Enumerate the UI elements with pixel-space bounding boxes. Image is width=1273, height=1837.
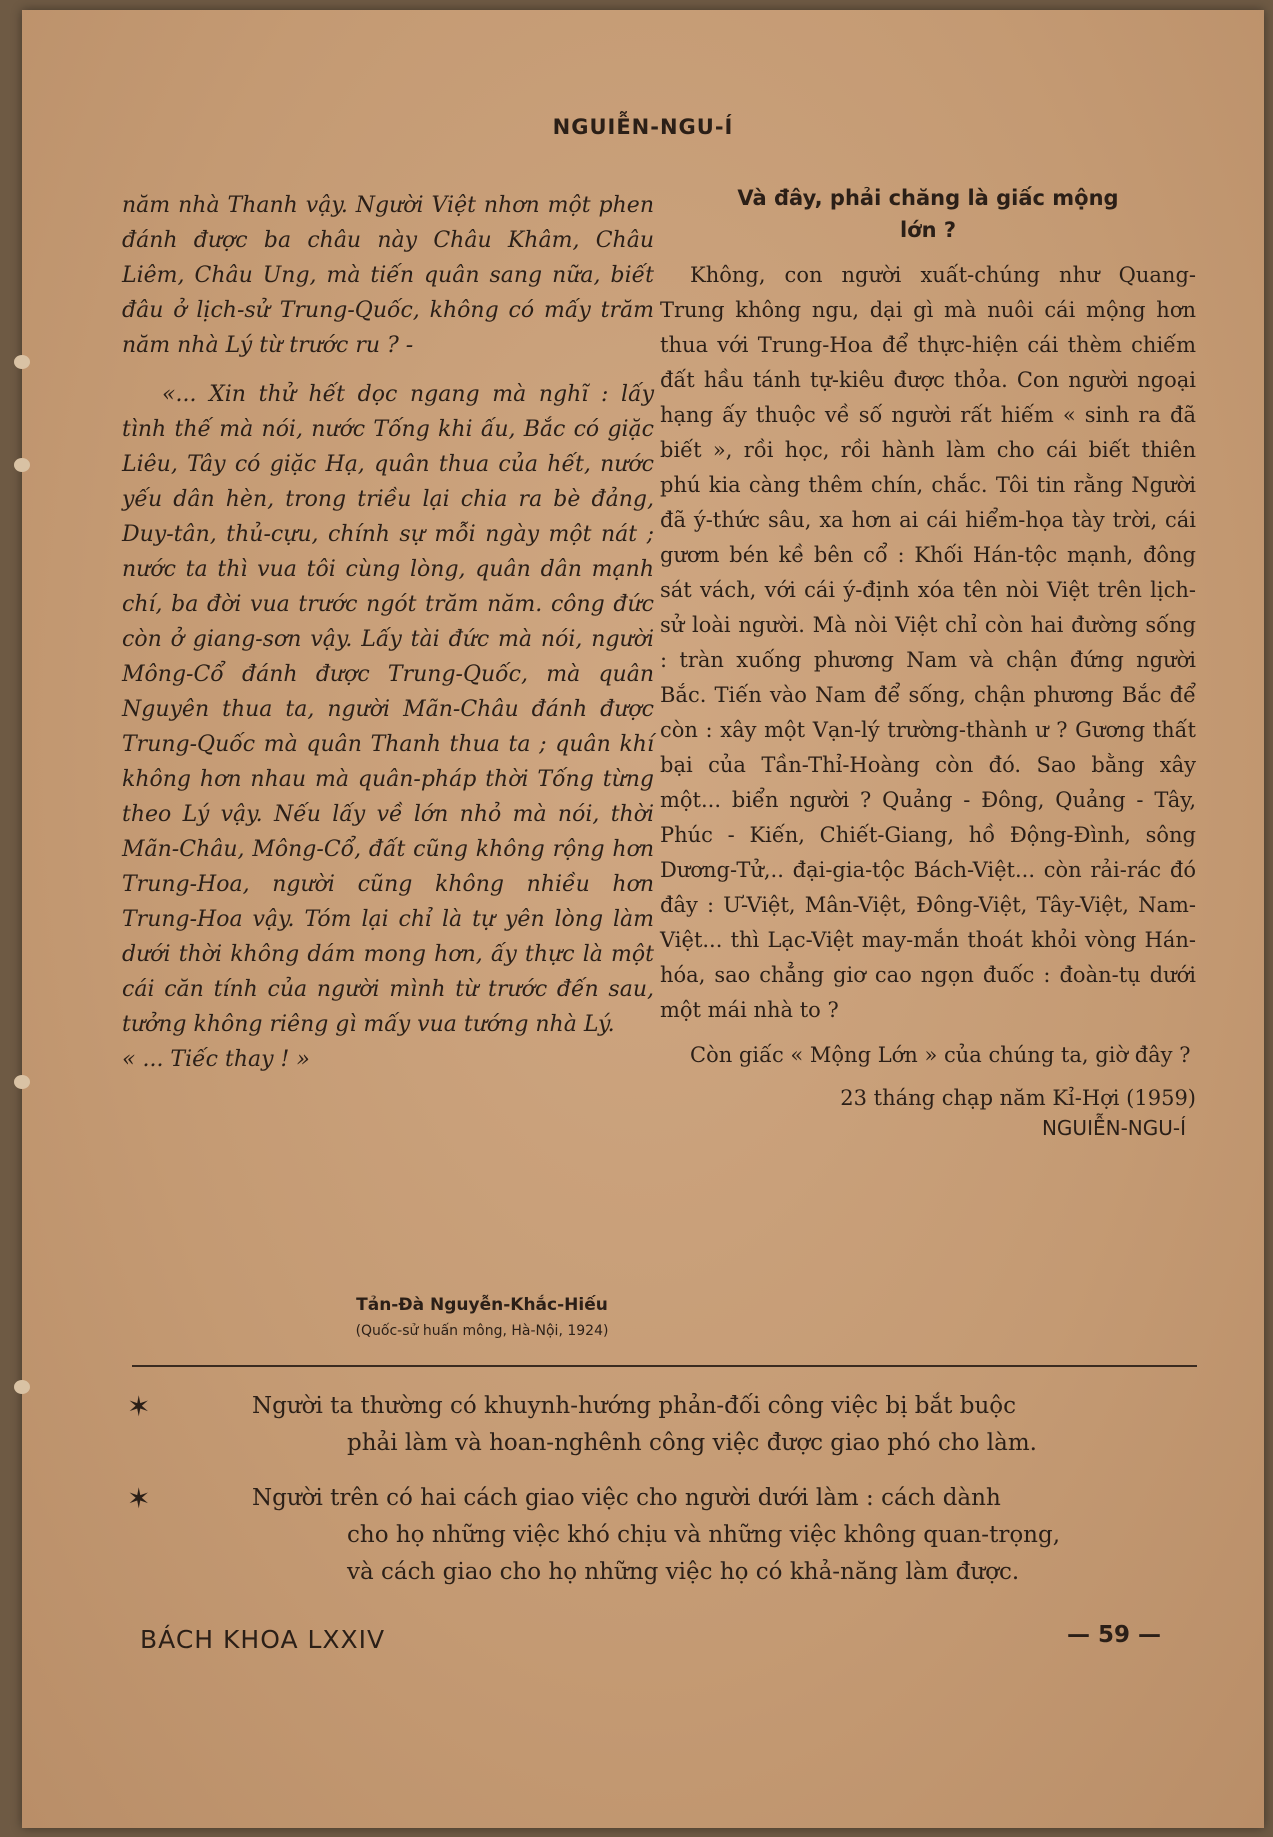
- binding-mark: [14, 355, 30, 369]
- maxim-text: [252, 1388, 1197, 1462]
- paragraph: Không, con người xuất-chúng như Quang-Trung không ngu, dại gì mà nuôi cái mộng hơn thua với Trung-Hoa để thực-hiện cái thèm chiếm đất hầu tánh tự-kiêu được thỏa. Con người ngoại hạng ấy thuộc về số người rất hiếm « sinh ra đã biết », rồi học, rồi hành làm cho cái biết thiên phú kia càng thêm chín, chắc. Tôi tin rằng Người đã ý-thức sâu, xa hơn ai cái hiểm-họa tày trời, cái gươm bén kề bên cổ : Khối Hán-tộc mạnh, đông sát vách, với cái ý-định xóa tên nòi Việt trên lịch-sử loài người. Mà nòi Việt chỉ còn hai đường sống : tràn xuống phương Nam và chận đứng người Bắc. Tiến vào Nam để sống, chận phương Bắc để còn : xây một Vạn-lý trường-thành ư ? Gương thất bại của Tần-Thỉ-Hoàng còn đó. Sao bằng xây một... biển người ? Quảng - Đông, Quảng - Tây, Phúc - Kiến, Chiết-Giang, hồ Động-Đình, sông Dương-Tử,.. đại-gia-tộc Bách-Việt... còn rải-rác đó đây : Ư-Việt, Mân-Việt, Đông-Việt, Tây-Việt, Nam-Việt... thì Lạc-Việt may-mắn thoát khỏi vòng Hán-hóa, sao chẳng giơ cao ngọn đuốc : đoàn-tụ dưới một mái nhà to ?: [660, 263, 1196, 1022]
- article-date: 23 tháng chạp năm Kỉ-Hợi (1959): [840, 1086, 1196, 1110]
- maxim-line: và cách giao cho họ những việc họ có khả-năng làm được.: [347, 1559, 1020, 1585]
- maxim-line: Người trên có hai cách giao việc cho người dưới làm : cách dành: [252, 1485, 1001, 1511]
- magazine-title: BÁCH KHOA LXXIV: [140, 1625, 386, 1654]
- quote-author: Tản-Đà Nguyễn-Khắc-Hiếu: [356, 1295, 608, 1315]
- running-header: NGUIỄN-NGU-Í: [552, 115, 734, 139]
- binding-mark: [14, 458, 30, 472]
- maxim-line: phải làm và hoan-nghênh công việc được giao phó cho làm.: [347, 1430, 1037, 1456]
- left-column: [122, 188, 654, 1077]
- paragraph: năm nhà Thanh vậy. Người Việt nhơn một phen đánh được ba châu này Châu Khâm, Châu Liêm, Châu Ung, mà tiến quân sang nữa, biết đâu ở lịch-sử Trung-Quốc, không có mấy trăm năm nhà Lý từ trước ru ? -: [122, 193, 654, 358]
- star-bullet-icon: ✶: [127, 1482, 151, 1515]
- paragraph: «... Xin thử hết dọc ngang mà nghĩ : lấy tình thế mà nói, nước Tống khi ấu, Bắc có giặc Liêu, Tây có giặc Hạ, quân thua của hết, nước yếu dân hèn, trong triều lại chia ra bè đảng, Duy-tân, thủ-cựu, chính sự mỗi ngày một nát ; nước ta thì vua tôi cùng lòng, quân dân mạnh chí, ba đời vua trước ngót trăm năm. công đức còn ở giang-sơn vậy. Lấy tài đức mà nói, người Mông-Cổ đánh được Trung-Quốc, mà quân Nguyên thua ta, người Mãn-Châu đánh được Trung-Quốc mà quân Thanh thua ta ; quân khí không hơn nhau mà quân-pháp thời Tống từng theo Lý vậy. Nếu lấy về lớn nhỏ mà nói, thời Mãn-Châu, Mông-Cổ, đất cũng không rộng hơn Trung-Hoa, người cũng không nhiều hơn Trung-Hoa vậy. Tóm lại chỉ là tự yên lòng làm dưới thời không dám mong hơn, ấy thực là một cái căn tính của người mình từ trước đến sau, tưởng không riêng gì mấy vua tướng nhà Lý.: [122, 382, 654, 1037]
- page-number: — 59 —: [1067, 1622, 1162, 1648]
- magazine-page: [22, 10, 1264, 1828]
- quote-attribution: [312, 1295, 652, 1339]
- binding-mark: [14, 1075, 30, 1089]
- star-bullet-icon: ✶: [127, 1390, 151, 1423]
- maxim-line: cho họ những việc khó chịu và những việc không quan-trọng,: [347, 1522, 1061, 1548]
- section-subtitle: Và đây, phải chăng là giấc mộng lớn ?: [737, 186, 1119, 242]
- maxim-line: Người ta thường có khuynh-hướng phản-đối công việc bị bắt buộc: [252, 1393, 1016, 1419]
- quote-source: (Quốc-sử huấn mông, Hà-Nội, 1924): [355, 1323, 609, 1339]
- maxim-text: [252, 1480, 1197, 1591]
- paragraph: « ... Tiếc thay ! »: [122, 1047, 310, 1072]
- right-column: [660, 182, 1196, 1140]
- divider: [132, 1365, 1197, 1367]
- article-author: NGUIỄN-NGU-Í: [1041, 1116, 1186, 1140]
- binding-mark: [14, 1380, 30, 1394]
- paragraph: Còn giấc « Mộng Lớn » của chúng ta, giờ đây ?: [690, 1043, 1191, 1067]
